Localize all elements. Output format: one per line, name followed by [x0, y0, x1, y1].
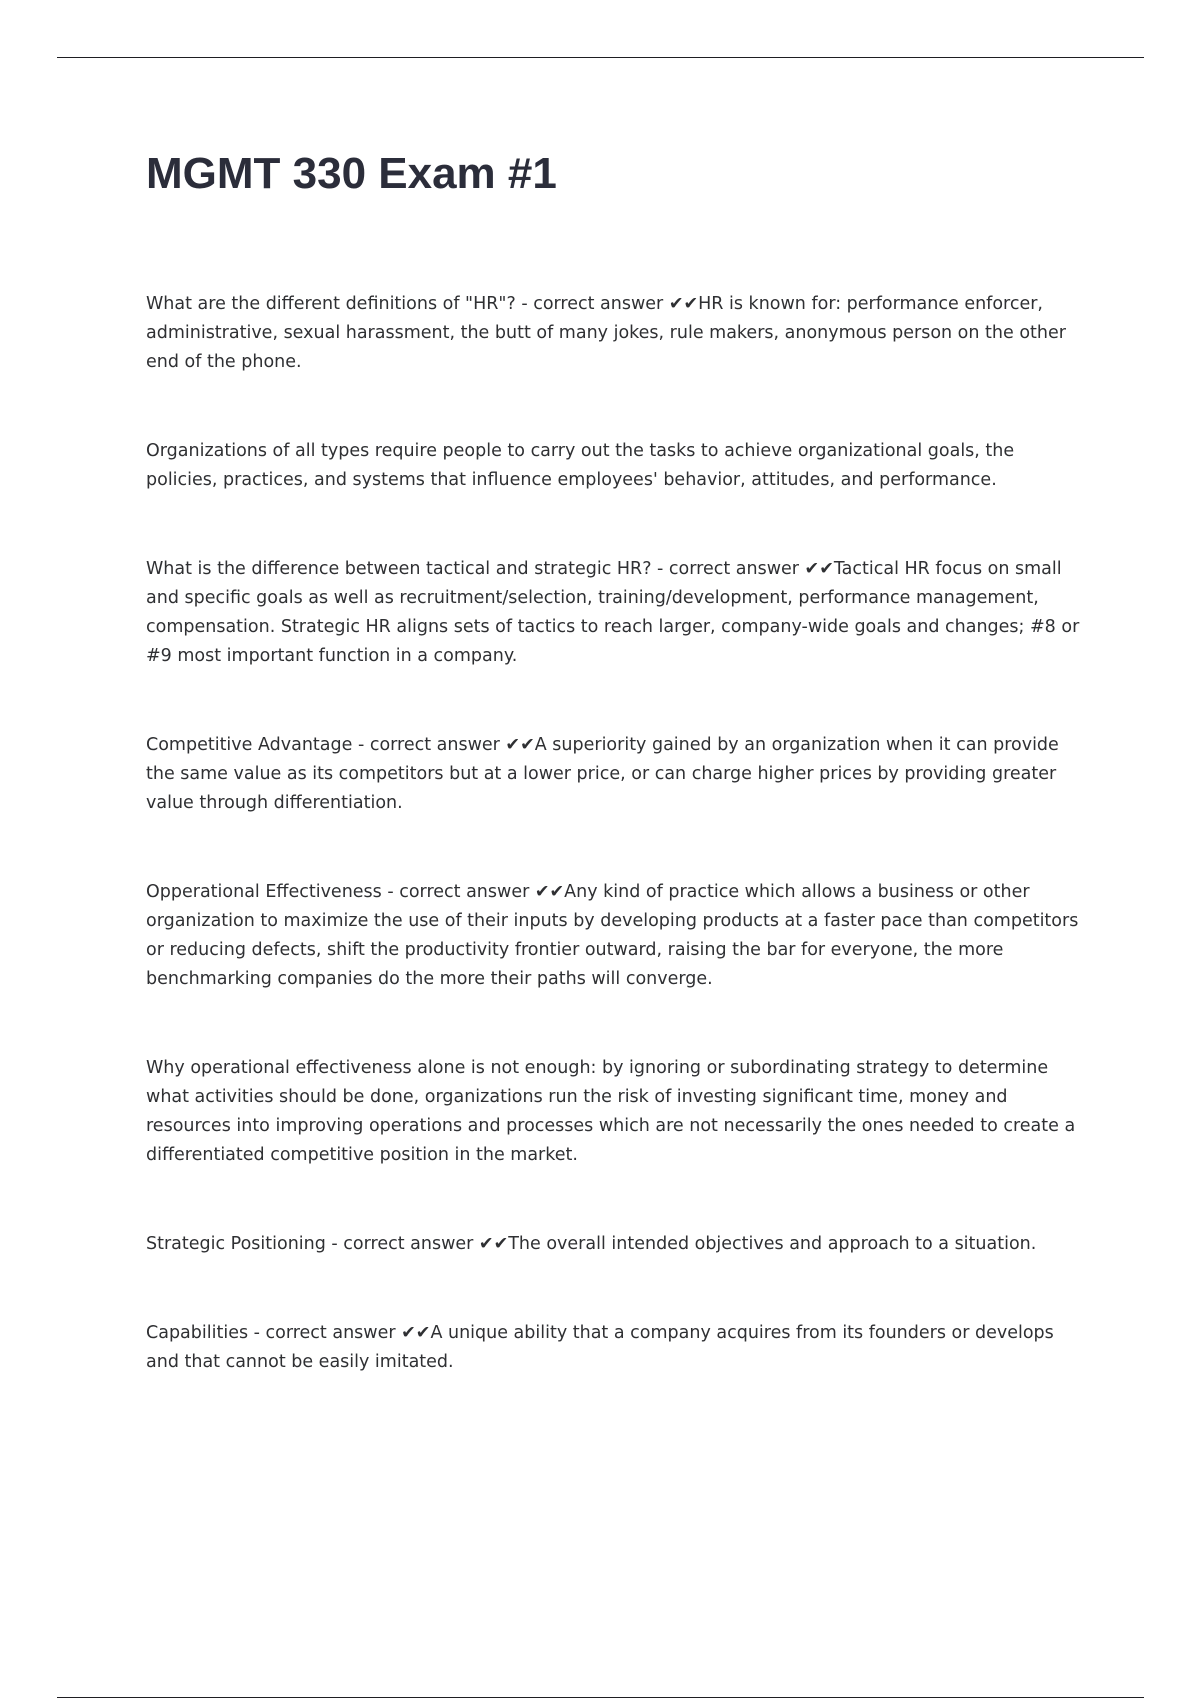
bottom-rule — [57, 1697, 1144, 1698]
entry-organizations-people: Organizations of all types require people to carry out the tasks to achieve organizational goals, the policies, practices, and systems that influence employees' behavior, attitudes, and performance. — [146, 441, 1015, 490]
entry-competitive-advantage: Competitive Advantage - correct answer ✔✔A superiority gained by an organization when it can provide the same value as its competitors but at a lower price, or can charge higher prices by providing greater value through differentiation. — [146, 735, 1059, 813]
entry-effectiveness-not-enough: Why operational effectiveness alone is not enough: by ignoring or subordinating strategy to determine what activities should be done, organizations run the risk of investing significant time, money and resources into improving operations and processes which are not necessarily the ones needed to create a differentiated competitive position in the market. — [146, 1058, 1076, 1165]
entry-strategic-positioning: Strategic Positioning - correct answer ✔✔The overall intended objectives and approach to a situation. — [146, 1234, 1037, 1254]
entry-hr-definitions: What are the different definitions of "HR"? - correct answer ✔✔HR is known for: performance enforcer, administrative, sexual harassment, the butt of many jokes, rule makers, anonymous person on the other end of the phone. — [146, 294, 1066, 372]
entry-operational-effectiveness: Opperational Effectiveness - correct answer ✔✔Any kind of practice which allows a business or other organization to maximize the use of their inputs by developing products at a faster pace than competitors or reducing defects, shift the productivity frontier outward, raising the bar for everyone, the more benchmarking companies do the more their paths will converge. — [146, 882, 1079, 989]
page-title: MGMT 330 Exam #1 — [146, 149, 557, 198]
entry-tactical-vs-strategic-hr: What is the difference between tactical and strategic HR? - correct answer ✔✔Tactical HR focus on small and specific goals as well as recruitment/selection, training/development, performance management, compensation. Strategic HR aligns sets of tactics to reach larger, company-wide goals and changes; #8 or #9 most important function in a company. — [146, 559, 1080, 666]
top-rule — [57, 57, 1144, 58]
entry-capabilities: Capabilities - correct answer ✔✔A unique ability that a company acquires from its founders or develops and that cannot be easily imitated. — [146, 1323, 1054, 1372]
flashcard-list — [146, 290, 1086, 1437]
